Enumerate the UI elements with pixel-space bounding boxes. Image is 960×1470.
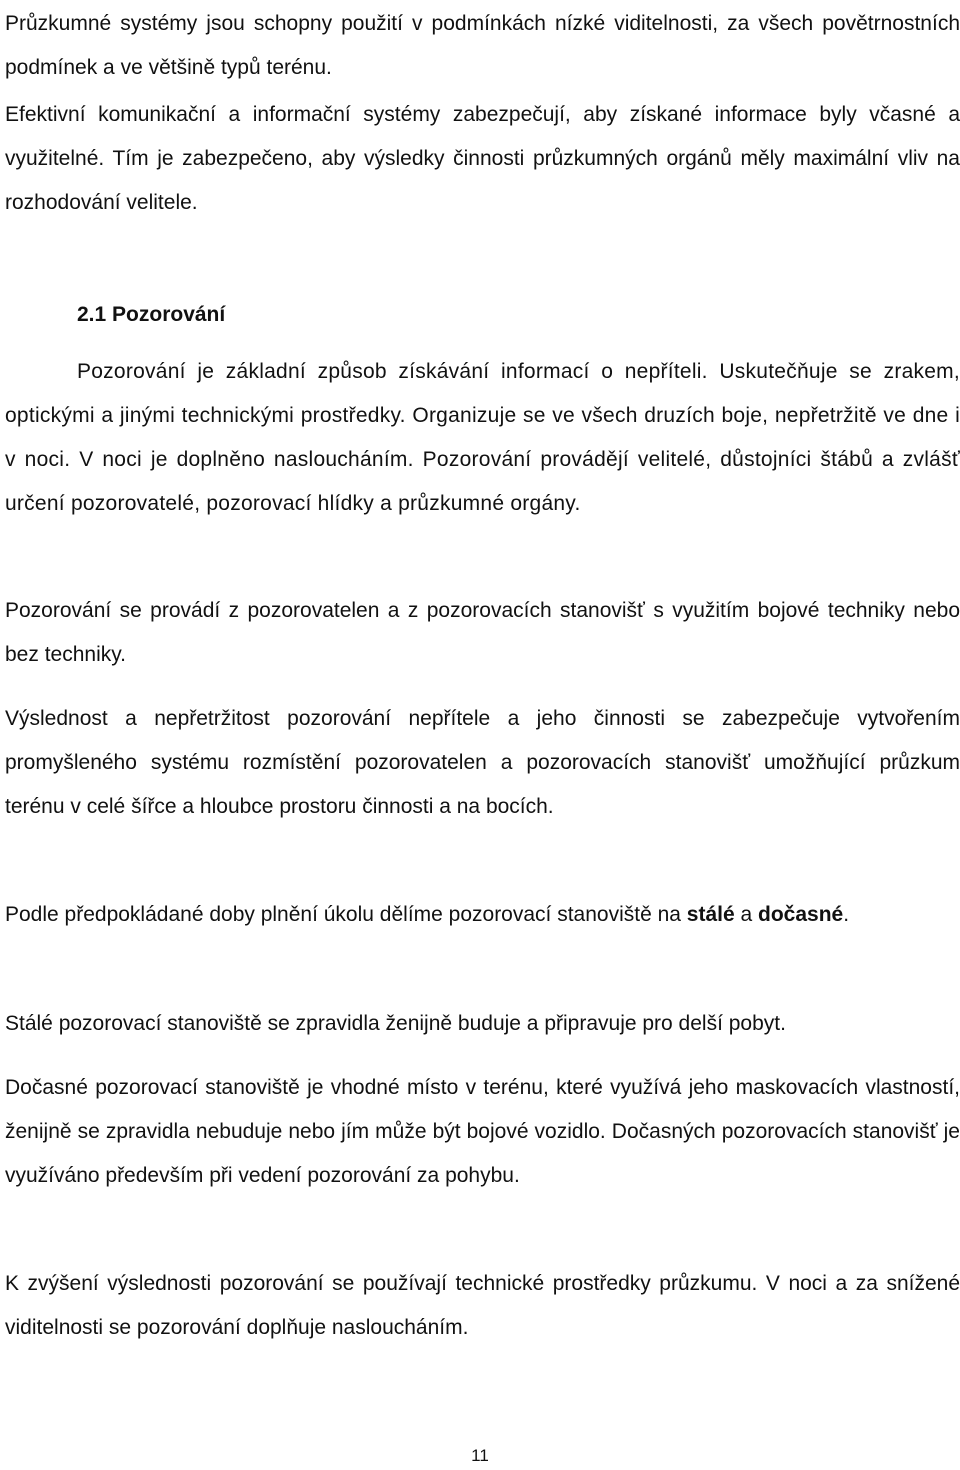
paragraph-reconnaissance-systems: Průzkumné systémy jsou schopny použití v podmínkách nízké viditelnosti, za všech povětrnostních podmínek a ve většině typů terénu. — [5, 12, 960, 79]
paragraph-post-types — [5, 893, 960, 937]
post-types-text-mid: a — [734, 903, 759, 926]
post-types-text-start: Podle předpokládané doby plnění úkolu dělíme pozorovací stanoviště na — [5, 903, 687, 926]
paragraph-observation-definition: Pozorování je základní způsob získávání informací o nepříteli. Uskutečňuje se zrakem, optickými a jinými technickými prostředky. Organizuje se ve všech druzích boje, nepřetržitě ve dne i v noci. V noci je doplněno nasloucháním. Pozorování provádějí velitelé, důstojníci štábů a zvlášť určení pozorovatelé, pozorovací hlídky a průzkumné orgány. — [5, 360, 960, 515]
post-types-text-end: . — [843, 903, 850, 926]
paragraph-temporary-post: Dočasné pozorovací stanoviště je vhodné místo v terénu, které využívá jeho maskovacích vlastností, ženijně se zpravidla nebuduje nebo jím může být bojové vozidlo. Dočasných pozorovacích stanovišť je využíváno především při vedení pozorování za pohybu. — [5, 1076, 960, 1187]
paragraph-observation-continuity: Výslednost a nepřetržitost pozorování nepřítele a jeho činnosti se zabezpečuje vytvořením promyšleného systému rozmístění pozorovatelen a pozorovacích stanovišť umožňující průzkum terénu v celé šířce a hloubce prostoru činnosti a na bocích. — [5, 707, 960, 818]
paragraph-observation-posts: Pozorování se provádí z pozorovatelen a z pozorovacích stanovišť s využitím bojové techniky nebo bez techniky. — [5, 599, 960, 666]
post-type-temporary: dočasné — [758, 903, 844, 926]
paragraph-communication-systems: Efektivní komunikační a informační systémy zabezpečují, aby získané informace byly včasné a využitelné. Tím je zabezpečeno, aby výsledky činnosti průzkumných orgánů měly maximální vliv na rozhodování velitele. — [5, 103, 960, 214]
post-type-permanent: stálé — [686, 903, 735, 926]
paragraph-permanent-post: Stálé pozorovací stanoviště se zpravidla ženijně buduje a připravuje pro delší pobyt. — [5, 1012, 786, 1035]
section-heading: 2.1 Pozorování — [77, 303, 226, 326]
paragraph-technical-means: K zvýšení výslednosti pozorování se používají technické prostředky průzkumu. V noci a za snížené viditelnosti se pozorování doplňuje nasloucháním. — [5, 1272, 960, 1339]
page-number: 11 — [471, 1446, 489, 1465]
